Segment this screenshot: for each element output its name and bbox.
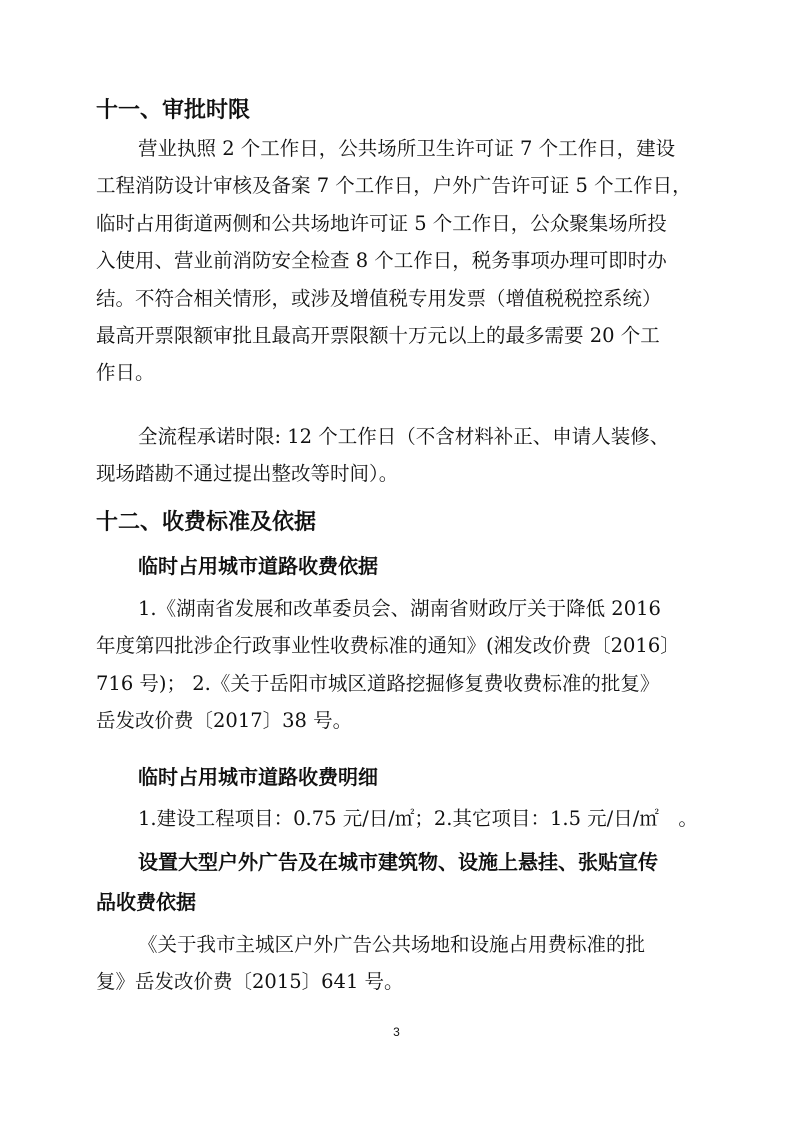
subheading-road-fee-detail: 临时占用城市道路收费明细 [138,765,378,789]
section-12-heading: 十二、收费标准及依据 [96,510,317,535]
text-line: 《关于我市主城区户外广告公共场地和设施占用费标准的批 [138,933,646,956]
text-line: 716 号)； 2.《关于岳阳市城区道路挖掘修复费收费标准的批复》 [96,671,660,695]
road-fee-detail-text [96,800,704,837]
text-line: 复》岳发改价费〔2015〕641 号。 [96,970,404,994]
text-line: 设置大型户外广告及在城市建筑物、设施上悬挂、张贴宣传 [138,850,658,874]
text-line: 临时占用街道两侧和公共场地许可证 5 个工作日，公众聚集场所投 [96,211,667,235]
text-line: 最高开票限额审批且最高开票限额十万元以上的最多需要 20 个工 [96,323,660,347]
ad-fee-basis-text [96,926,704,1001]
text-line: 品收费依据 [96,890,196,914]
section-11-paragraph-1 [96,130,704,392]
subheading-ad-fee-basis [96,842,704,922]
text-line: 作日。 [96,361,155,385]
text-line: 全流程承诺时限: 12 个工作日（不含材料补正、申请人装修、 [138,425,670,448]
text-line: 营业执照 2 个工作日，公共场所卫生许可证 7 个工作日，建设 [138,137,676,160]
text-line: 入使用、营业前消防安全检查 8 个工作日，税务事项办理可即时办 [96,249,667,273]
text-line: 岳发改价费〔2017〕38 号。 [96,709,353,733]
text-line: 年度第四批涉企行政事业性收费标准的通知》(湘发改价费〔2016〕 [96,634,680,658]
subheading-road-fee-basis: 临时占用城市道路收费依据 [138,554,378,578]
text-line: 1.《湖南省发展和改革委员会、湖南省财政厅关于降低 2016 [138,597,661,620]
text-line: 1.建设工程项目：0.75 元/日/㎡；2.其它项目：1.5 元/日/㎡ 。 [138,807,698,830]
section-11-paragraph-2 [96,418,704,493]
road-fee-basis-text [96,590,704,740]
text-line: 工程消防设计审核及备案 7 个工作日，户外广告许可证 5 个工作日， [96,174,692,198]
section-11-heading: 十一、审批时限 [96,98,251,123]
text-line: 现场踏勘不通过提出整改等时间）。 [96,462,399,486]
text-line: 结。不符合相关情形，或涉及增值税专用发票（增值税税控系统） [96,286,662,310]
page-number: 3 [393,1025,400,1039]
